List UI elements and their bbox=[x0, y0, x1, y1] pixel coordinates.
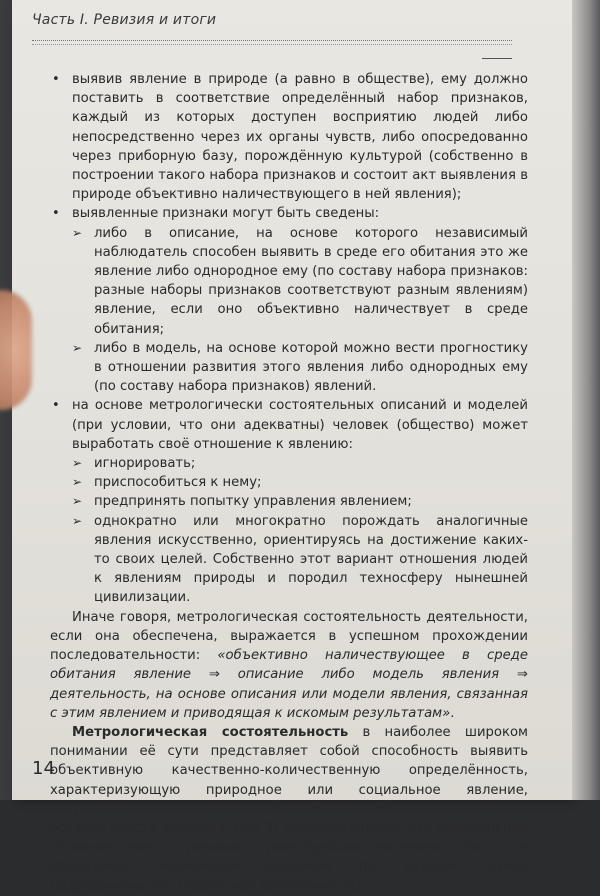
arrow-bullet-icon: ➢ bbox=[72, 456, 83, 471]
definition-term: Метрологическая состоятельность bbox=[72, 724, 349, 740]
sub-item bbox=[50, 224, 528, 339]
header-rule-secondary bbox=[32, 44, 512, 45]
bullet-item bbox=[50, 396, 528, 454]
arrow-bullet-icon: ➢ bbox=[72, 494, 83, 509]
header-rule bbox=[32, 40, 512, 41]
running-head: Часть I. Ревизия и итоги bbox=[32, 12, 217, 28]
arrow-bullet-icon: ➢ bbox=[72, 225, 83, 240]
bullet-text: выявив явление в природе (а равно в обществе), ему должно поставить в соответствие определённый набор признаков, каждый из которых доступен восприятию людей либо непосредственно через их органы чувств, либо опосредованно через приборную базу, порождённую культурой (собственно в построении такого набора признаков и состоит акт выявления в природе объективно наличествующего в ней явления); bbox=[72, 72, 528, 203]
bullet-text: на основе метрологически состоятельных описаний и моделей (при условии, что они адекватны) человек (общество) может выработать своё отношение к явлению: bbox=[72, 398, 528, 452]
definition-italic: к объективно возможным явлениям bbox=[50, 840, 528, 875]
sub-item-text: приспособиться к нему; bbox=[94, 475, 262, 491]
arrow-bullet-icon: ➢ bbox=[72, 513, 83, 528]
sub-item-text: игнорировать; bbox=[94, 456, 196, 472]
paragraph-tail: . bbox=[450, 705, 455, 721]
sub-item bbox=[50, 454, 528, 473]
sub-item bbox=[50, 339, 528, 397]
definition-text: в наиболее широком понимании её сути представляет собой способность выявить объективную качественно-количественную определённость, характеризующую природное или социальное явление, посредством: 1) измерительно-приборной базы науки или 2) органов чувств человека, или 3) «умозрительно». Это определение относимо как к реально существующим явлениям, так и bbox=[50, 724, 528, 856]
paragraph-definition bbox=[50, 723, 528, 896]
arrow-bullet-icon: ➢ bbox=[72, 475, 83, 490]
bullet-item bbox=[50, 204, 528, 223]
book-page bbox=[12, 0, 572, 894]
definition-tail: . bbox=[361, 878, 366, 894]
sub-item bbox=[50, 473, 528, 492]
arrow-bullet-icon: ➢ bbox=[72, 340, 83, 355]
bullet-icon: • bbox=[52, 72, 60, 87]
finger-shadow bbox=[0, 290, 32, 410]
paragraph-italic-sequence: «объективно наличествующее в среде обитания явление ⇒ описание либо модель явления ⇒ деятельность, на основе описания или модели явления, связанная с этим явлением и приводящая к искомым результатам» bbox=[50, 648, 528, 721]
sub-item-text: либо в описание, на основе которого независимый наблюдатель способен выявить в среде его обитания это же явление либо однородное ему (по составу набора признаков: разные наборы признаков соответствуют разным явлениям) явление, если оно объективно наличествует в среде обитания; bbox=[94, 225, 528, 337]
page-number: 14 bbox=[32, 758, 55, 779]
sub-item-text: однократно или многократно порождать аналогичные явления искусственно, ориентируясь на достижение каких-то своих целей. Собственно этот вариант отношения людей к явлениям природы и породил техносферу нынешней цивилизации. bbox=[94, 513, 528, 606]
sub-item bbox=[50, 512, 528, 608]
sub-item bbox=[50, 492, 528, 511]
body-text bbox=[50, 70, 528, 896]
definition-italic-note: (во втором случае подразумевается творческая деятельность) bbox=[50, 859, 528, 894]
adjacent-page-edge bbox=[572, 0, 600, 800]
sub-item-text: либо в модель, на основе которой можно вести прогностику в отношении развития этого явления либо однородных ему (по составу набора признаков) явлений. bbox=[94, 340, 528, 395]
bullet-item bbox=[50, 70, 528, 204]
header-tab-rule bbox=[482, 58, 512, 59]
bullet-text: выявленные признаки могут быть сведены: bbox=[72, 206, 380, 222]
paragraph-sequence bbox=[50, 608, 528, 723]
sub-item-text: предпринять попытку управления явлением; bbox=[94, 494, 412, 510]
bullet-icon: • bbox=[52, 206, 60, 222]
paragraph-lead: Иначе говоря, метрологическая состоятельность деятельности, если она обеспечена, выражается в успешном прохождении последовательности: bbox=[50, 609, 528, 664]
bullet-icon: • bbox=[52, 398, 60, 414]
